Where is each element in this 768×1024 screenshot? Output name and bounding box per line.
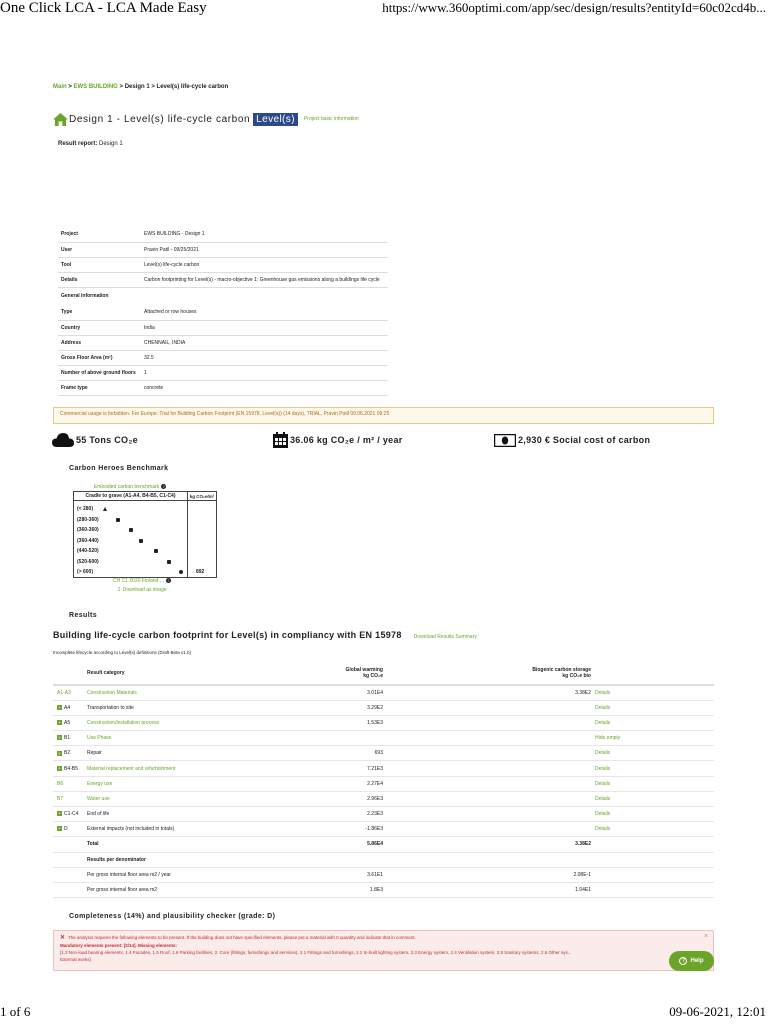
row-code[interactable] xyxy=(53,731,87,746)
row-global-warming: 2.96E3 xyxy=(251,791,383,806)
benchmark-row-label: (280-360) xyxy=(77,516,99,523)
row-code-text: A1-A3 xyxy=(57,689,71,696)
help-circle-icon[interactable]: ? xyxy=(167,578,170,583)
home-icon[interactable] xyxy=(53,113,68,126)
header-bio-line2: kg CO₂e bio xyxy=(562,672,591,679)
results-row xyxy=(53,731,714,746)
benchmark-col-right: kg CO₂e/m² xyxy=(187,492,216,501)
row-action-link[interactable]: Details xyxy=(591,700,714,715)
row-category: External impacts (not included in totals) xyxy=(87,822,251,837)
results-total-row xyxy=(53,837,714,852)
row-category: End of life xyxy=(87,807,251,822)
info-key: Project xyxy=(58,227,141,242)
breadcrumb-main-link[interactable]: Main xyxy=(53,84,67,90)
expand-plus-icon[interactable]: + xyxy=(58,811,61,817)
page-title: Design 1 - Level(s) life-cycle carbon xyxy=(69,113,251,125)
expand-plus-icon[interactable]: + xyxy=(58,704,61,710)
denominator-code xyxy=(53,882,87,897)
row-category[interactable]: Water use xyxy=(87,791,251,806)
results-title: Building life-cycle carbon footprint for Level(s) in compliancy with EN 15978 xyxy=(53,630,402,640)
row-code[interactable] xyxy=(53,807,87,822)
denominator-label-row xyxy=(53,852,714,867)
row-global-warming: 2.27E4 xyxy=(251,776,383,791)
benchmark-col-left: Cradle to grave (A1-A4, B4-B5, C1-C4) xyxy=(74,492,187,501)
benchmark-source-link[interactable] xyxy=(113,578,171,584)
info-row xyxy=(58,227,388,242)
info-key: Gross Floor Area (m²) xyxy=(58,350,141,365)
row-code-text: B2 xyxy=(64,750,71,757)
benchmark-download-text[interactable]: Download as image xyxy=(122,587,167,593)
metric-per-area xyxy=(273,430,403,450)
print-header-url: https://www.360optimi.com/app/sec/design/results?entityId=60c02cd4b... xyxy=(382,0,766,15)
benchmark-row-label: (520-600) xyxy=(77,558,99,565)
info-key: Number of above ground floors xyxy=(58,365,141,380)
benchmark-marker xyxy=(167,560,171,564)
calendar-icon xyxy=(273,432,288,448)
metric-per-area-value: 36.06 kg CO₂e / m² / year xyxy=(290,435,403,445)
info-row xyxy=(58,272,388,287)
print-footer-page: 1 of 6 xyxy=(0,1004,31,1019)
row-code-text: A4 xyxy=(64,704,71,711)
question-icon: ? xyxy=(679,957,687,965)
header-action xyxy=(591,661,714,685)
benchmark-download-link[interactable] xyxy=(117,587,167,593)
benchmark-value: 892 xyxy=(196,569,205,575)
download-icon: ↧ xyxy=(117,587,122,593)
info-row xyxy=(58,320,388,335)
cloud-icon xyxy=(52,432,74,448)
row-action-link[interactable]: Details xyxy=(591,791,714,806)
info-value: Attached or row houses xyxy=(141,305,388,320)
total-global-warming: 5.86E4 xyxy=(251,837,383,852)
completeness-title: Completeness (14%) and plausibility checker (grade: D) xyxy=(69,913,276,920)
denominator-row-gw: 3.61E1 xyxy=(251,867,383,882)
denominator-row-label: Per gross internal floor area m2 / year xyxy=(87,867,251,882)
row-biogenic xyxy=(383,761,591,776)
info-row xyxy=(58,305,388,320)
row-action-link[interactable]: Details xyxy=(591,715,714,730)
denominator-action xyxy=(591,852,714,867)
row-biogenic xyxy=(383,700,591,715)
info-key: Tool xyxy=(58,257,141,272)
row-action-link[interactable]: Details xyxy=(591,776,714,791)
row-category[interactable]: Construction/installation process xyxy=(87,715,251,730)
results-row xyxy=(53,700,714,715)
header-gw-line1: Global warming xyxy=(345,666,383,673)
benchmark-marker xyxy=(179,570,183,574)
row-global-warming xyxy=(251,731,383,746)
benchmark-caption xyxy=(75,484,185,490)
breadcrumb-separator: > xyxy=(66,84,74,90)
row-code-text: A5 xyxy=(64,719,71,726)
print-footer-date: 09-06-2021, 12:01 xyxy=(669,1004,766,1019)
info-key: Frame type xyxy=(58,380,141,395)
row-category[interactable]: Energy use xyxy=(87,776,251,791)
total-code xyxy=(53,837,87,852)
denominator-code xyxy=(53,867,87,882)
results-header-row xyxy=(53,661,714,685)
denominator-row-action xyxy=(591,882,714,897)
row-action-link[interactable]: Details xyxy=(591,685,714,700)
info-value: Carbon footprinting for Level(s) - macro-objective 1: Greenhouse gas emissions along a buildings life cycle xyxy=(141,272,388,287)
total-action xyxy=(591,837,714,852)
row-biogenic xyxy=(383,746,591,761)
row-code[interactable] xyxy=(53,700,87,715)
info-row xyxy=(58,242,388,257)
breadcrumb-building-link[interactable]: EWS BUILDING xyxy=(73,84,118,90)
page-title-row xyxy=(53,111,359,127)
result-report-label: Result report: xyxy=(58,141,98,147)
row-code-text: B4-B5 xyxy=(64,765,78,772)
benchmark-row-label: (< 280) xyxy=(77,506,93,512)
row-category[interactable]: Material replacement and refurbishment xyxy=(87,761,251,776)
row-global-warming: 2.23E3 xyxy=(251,807,383,822)
row-code xyxy=(53,791,87,806)
results-row xyxy=(53,761,714,776)
row-code[interactable] xyxy=(53,761,87,776)
metric-tons-value: 55 Tons CO₂e xyxy=(76,435,138,445)
benchmark-row-label: (440-520) xyxy=(77,548,99,554)
row-global-warming: -1.86E3 xyxy=(251,822,383,837)
info-key: Details xyxy=(58,272,141,287)
row-biogenic xyxy=(383,715,591,730)
row-action-link[interactable]: Details xyxy=(591,807,714,822)
denominator-row-label: Per gross internal floor area m2 xyxy=(87,882,251,897)
expand-plus-icon[interactable]: + xyxy=(58,765,61,771)
breadcrumb xyxy=(53,84,228,90)
benchmark-title: Carbon Heroes Benchmark xyxy=(69,465,169,472)
info-value: Pravin Patil - 09/25/2021 xyxy=(141,242,388,257)
expand-plus-icon[interactable]: + xyxy=(58,720,61,726)
results-row xyxy=(53,746,714,761)
result-report xyxy=(58,141,123,147)
denominator-row-bio: 2.08E-1 xyxy=(383,867,591,882)
help-label: Help xyxy=(690,958,704,964)
denominator-gw xyxy=(251,852,383,867)
row-biogenic xyxy=(383,791,591,806)
total-biogenic: 3.38E2 xyxy=(383,837,591,852)
row-biogenic xyxy=(383,807,591,822)
benchmark-chart xyxy=(73,491,217,578)
row-category[interactable]: Construction Materials xyxy=(87,685,251,700)
row-biogenic xyxy=(383,731,591,746)
metric-tons xyxy=(52,430,138,450)
row-code[interactable] xyxy=(53,822,87,837)
denominator-row xyxy=(53,867,714,882)
info-value: India xyxy=(141,320,388,335)
incomplete-note: Incomplete lifecycle according to Level(s) definitions (Draft Beta v1.0) xyxy=(53,650,192,655)
info-row xyxy=(58,335,388,350)
info-value: concrete xyxy=(141,380,388,395)
row-code[interactable] xyxy=(53,715,87,730)
benchmark-marker xyxy=(103,507,107,511)
warning-line-1 xyxy=(60,934,707,942)
results-row xyxy=(53,715,714,730)
info-value: 32.5 xyxy=(141,350,388,365)
benchmark-row-label: (> 600) xyxy=(77,569,93,575)
results-title-row xyxy=(53,630,477,640)
denominator-row-bio: 1.04E1 xyxy=(383,882,591,897)
expand-plus-icon[interactable]: + xyxy=(58,735,61,741)
row-code-text: C1-C4 xyxy=(64,811,79,818)
benchmark-row-label: (360-360) xyxy=(77,527,99,533)
row-global-warming: 7.21E3 xyxy=(251,761,383,776)
results-table xyxy=(53,661,714,898)
result-report-value: Design 1 xyxy=(99,141,123,147)
warning-text-2: Mandatory elements present: [2/14]. Missing elements: xyxy=(60,943,178,948)
download-summary-link[interactable]: Download Results Summary xyxy=(413,634,477,640)
results-row xyxy=(53,807,714,822)
info-key: Address xyxy=(58,335,141,350)
row-biogenic xyxy=(383,776,591,791)
denominator-code xyxy=(53,852,87,867)
warning-text-3: [1.3 Non-load bearing elements, 1.4 Facades, 1.5 Roof, 1.6 Parking facilities, 2. Core (fittings, furnishings and services), 2.1 Fittings and furnishings, 2.2 In-built lighting system, 2.3 Energy system, 2.4 Ventilation system, 2.5 Sanitary systems, 2.6 Other sys... xyxy=(60,950,572,955)
row-code-text: B1 xyxy=(64,735,71,742)
info-value: EWS BUILDING - Design 1 xyxy=(141,227,388,242)
warning-text-4: External works] xyxy=(60,957,91,962)
warning-text-1: The analysis requires the following elements to be present. If the building does not have specified elements, please put a material with 0 quantity and indicate that in comment. xyxy=(68,935,416,940)
benchmark-marker xyxy=(116,518,120,522)
header-bio-line1: Biogenic carbon storage xyxy=(532,666,591,673)
benchmark-row-label: (360-440) xyxy=(77,537,99,544)
info-row xyxy=(58,257,388,272)
error-x-icon: ✕ xyxy=(60,935,66,941)
row-global-warming: 3.01E4 xyxy=(251,685,383,700)
level-badge: Level(s) xyxy=(253,113,298,126)
row-category: Repair xyxy=(87,746,251,761)
header-code xyxy=(53,661,87,685)
row-action-link[interactable]: Details xyxy=(591,761,714,776)
row-action-link[interactable]: Details xyxy=(591,746,714,761)
row-code-text: D xyxy=(64,826,68,833)
header-category: Result category xyxy=(87,661,251,685)
info-key: User xyxy=(58,242,141,257)
header-biogenic xyxy=(383,661,591,685)
results-heading: Results xyxy=(69,612,98,619)
info-key: Country xyxy=(58,320,141,335)
row-code-text: B6 xyxy=(57,780,64,787)
row-code-text: B7 xyxy=(57,795,64,802)
benchmark-marker xyxy=(129,528,133,532)
row-global-warming: 693 xyxy=(251,746,383,761)
row-code[interactable] xyxy=(53,746,87,761)
row-global-warming: 1.53E3 xyxy=(251,715,383,730)
row-action-link[interactable]: Hide empty xyxy=(591,731,714,746)
help-circle-icon[interactable]: ? xyxy=(162,484,165,489)
row-biogenic xyxy=(383,822,591,837)
info-key: Type xyxy=(58,305,141,320)
row-global-warming: 3.29E2 xyxy=(251,700,383,715)
benchmark-caption-text: Embodied carbon benchmark xyxy=(93,484,160,490)
completeness-warning xyxy=(53,930,714,971)
results-row xyxy=(53,791,714,806)
info-value: 1 xyxy=(141,365,388,380)
breadcrumb-current: > Design 1 > Level(s) life-cycle carbon xyxy=(117,84,229,90)
benchmark-source-text[interactable]: CH C1 2020 Finland ... xyxy=(113,578,164,584)
benchmark-divider xyxy=(187,501,188,577)
denominator-row xyxy=(53,882,714,897)
row-biogenic: 3.38E2 xyxy=(383,685,591,700)
row-category[interactable]: Use Phase xyxy=(87,731,251,746)
denominator-row-action xyxy=(591,867,714,882)
info-row xyxy=(58,365,388,380)
metric-social-cost xyxy=(494,430,650,450)
denominator-bio xyxy=(383,852,591,867)
denominator-label: Results per denominator xyxy=(87,852,251,867)
results-row xyxy=(53,685,714,700)
info-section-row xyxy=(58,287,388,305)
row-code xyxy=(53,685,87,700)
header-global-warming xyxy=(251,661,383,685)
money-icon xyxy=(494,434,516,447)
info-value: Level(s) life-cycle carbon xyxy=(141,257,388,272)
info-value: CHENNAIL, INDIA xyxy=(141,335,388,350)
row-category: Transportation to site xyxy=(87,700,251,715)
benchmark-marker xyxy=(154,549,158,553)
results-row xyxy=(53,776,714,791)
row-action-link[interactable]: Details xyxy=(591,822,714,837)
trial-notice: Commercial usage is forbidden. For Europe: Trial for Building Carbon Footprint (EN 15978, Level(s)) (14 days), TRIAL, Pravin Patil 09.06.2021 09:25 xyxy=(53,407,714,424)
denominator-row-gw: 1.8E3 xyxy=(251,882,383,897)
info-row xyxy=(58,380,388,395)
project-info-table xyxy=(58,227,388,396)
help-button[interactable] xyxy=(669,951,714,971)
expand-plus-icon[interactable]: + xyxy=(58,750,61,756)
total-label: Total xyxy=(87,837,251,852)
benchmark-marker xyxy=(139,539,143,543)
results-row xyxy=(53,822,714,837)
close-icon[interactable]: × xyxy=(703,933,708,940)
row-code xyxy=(53,776,87,791)
info-row xyxy=(58,350,388,365)
project-info-link[interactable]: Project basic information xyxy=(303,116,359,122)
print-header-title: One Click LCA - LCA Made Easy xyxy=(0,0,207,16)
expand-plus-icon[interactable]: + xyxy=(58,826,61,832)
metric-social-cost-value: 2,930 € Social cost of carbon xyxy=(518,435,651,445)
info-section-title: General information xyxy=(61,293,109,300)
header-gw-line2: kg CO₂e xyxy=(363,672,383,679)
